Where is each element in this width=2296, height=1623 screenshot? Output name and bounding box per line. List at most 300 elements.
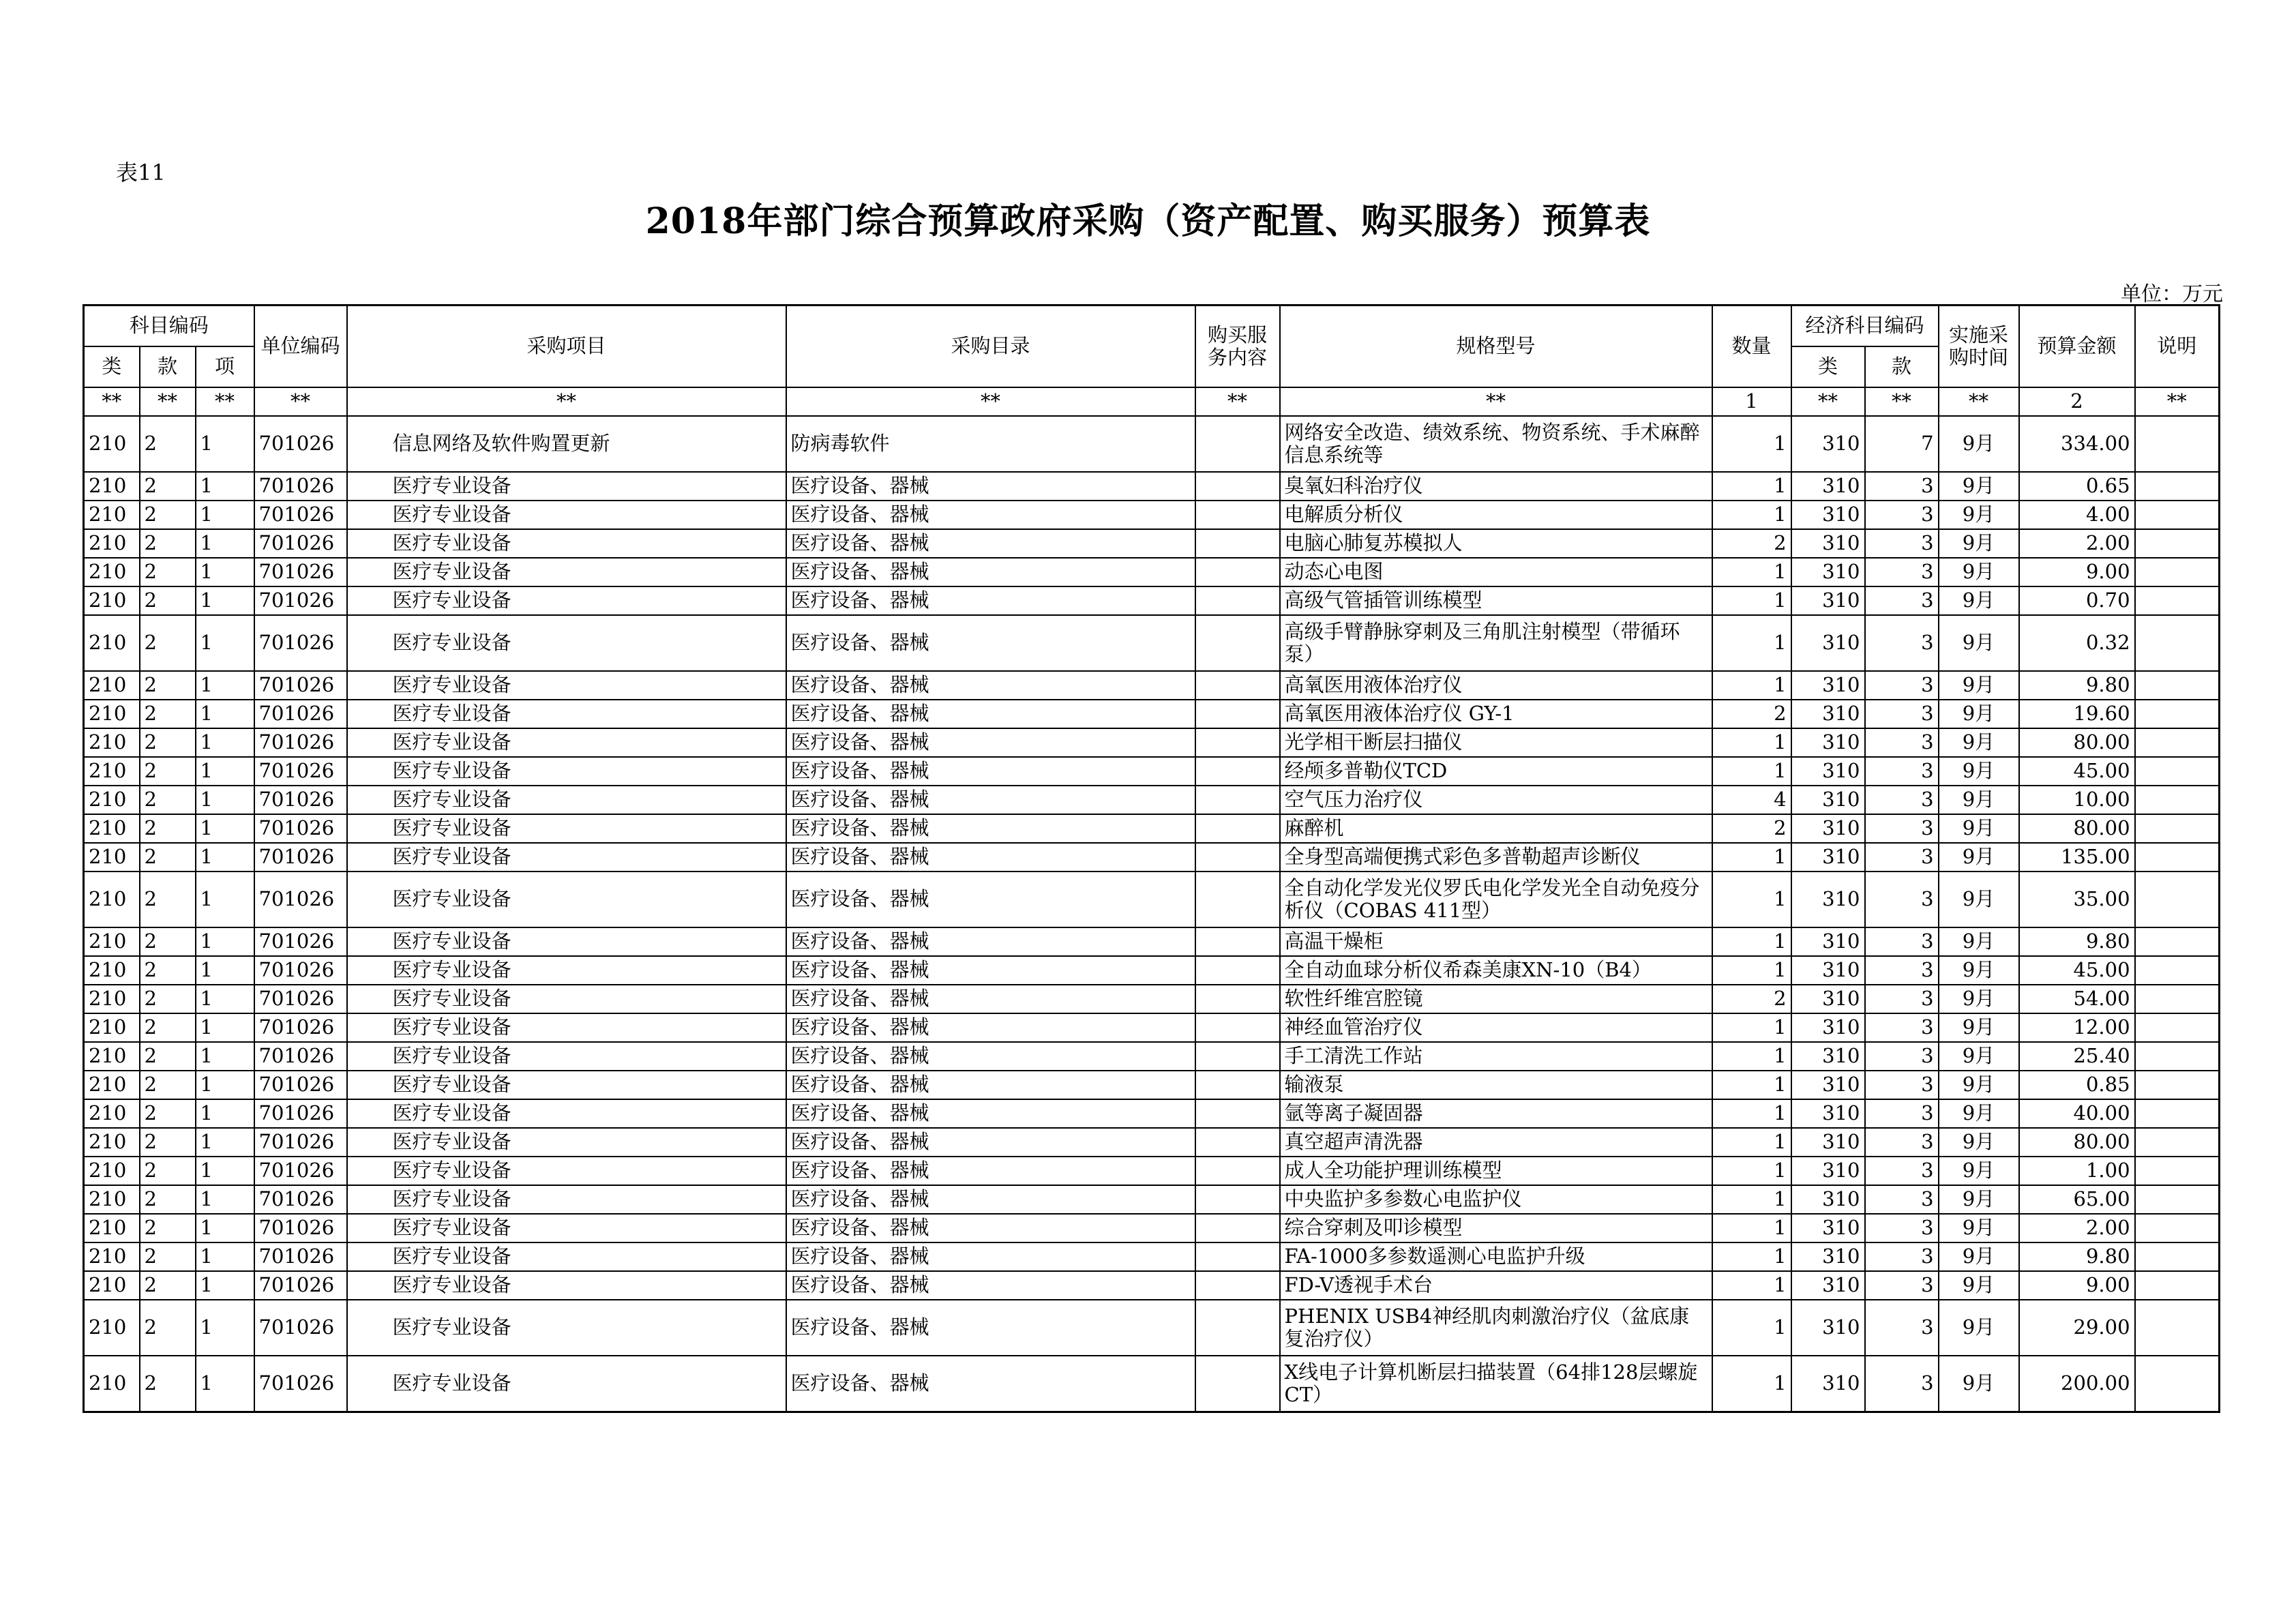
cell-time: 9月 <box>1939 956 2019 985</box>
cell-xiang: 1 <box>196 1013 254 1042</box>
cell-econ-kuan: 3 <box>1865 1042 1939 1071</box>
cell-note <box>2135 416 2220 472</box>
cell-time: 9月 <box>1939 1071 2019 1099</box>
cell-time: 9月 <box>1939 1042 2019 1071</box>
cell-amount: 9.00 <box>2019 1271 2135 1300</box>
cell-service <box>1195 1356 1280 1412</box>
cell-amount: 29.00 <box>2019 1300 2135 1356</box>
cell-qty: 1 <box>1712 1300 1791 1356</box>
cell-project: 医疗专业设备 <box>347 1214 786 1242</box>
cell-lei: 210 <box>84 1071 140 1099</box>
header-catalog: 采购目录 <box>786 306 1195 388</box>
cell-catalog: 医疗设备、器械 <box>786 1185 1195 1214</box>
cell-amount: 0.85 <box>2019 1071 2135 1099</box>
cell-amount: 12.00 <box>2019 1013 2135 1042</box>
cell-xiang: 1 <box>196 529 254 558</box>
cell-econ-kuan: 3 <box>1865 1157 1939 1185</box>
cell-note <box>2135 615 2220 671</box>
cell-unit-code: 701026 <box>254 1099 347 1128</box>
cell-econ-lei: 310 <box>1791 700 1865 728</box>
cell-catalog: 医疗设备、器械 <box>786 700 1195 728</box>
cell-unit-code: 701026 <box>254 558 347 586</box>
cell-qty: 1 <box>1712 1013 1791 1042</box>
cell-project: 医疗专业设备 <box>347 1128 786 1157</box>
index-cell: ** <box>1939 387 2019 416</box>
cell-time: 9月 <box>1939 985 2019 1013</box>
cell-catalog: 医疗设备、器械 <box>786 1356 1195 1412</box>
cell-note <box>2135 1013 2220 1042</box>
cell-note <box>2135 872 2220 927</box>
cell-qty: 1 <box>1712 956 1791 985</box>
cell-time: 9月 <box>1939 615 2019 671</box>
cell-project: 医疗专业设备 <box>347 814 786 843</box>
cell-spec: 麻醉机 <box>1280 814 1712 843</box>
cell-catalog: 医疗设备、器械 <box>786 1013 1195 1042</box>
table-row <box>84 1013 2220 1042</box>
cell-lei: 210 <box>84 814 140 843</box>
table-row <box>84 1271 2220 1300</box>
cell-time: 9月 <box>1939 1271 2019 1300</box>
cell-unit-code: 701026 <box>254 586 347 615</box>
cell-kuan: 2 <box>140 927 196 956</box>
cell-service <box>1195 872 1280 927</box>
cell-xiang: 1 <box>196 1271 254 1300</box>
cell-lei: 210 <box>84 529 140 558</box>
cell-xiang: 1 <box>196 615 254 671</box>
cell-xiang: 1 <box>196 1214 254 1242</box>
cell-econ-kuan: 3 <box>1865 615 1939 671</box>
cell-time: 9月 <box>1939 586 2019 615</box>
table-row <box>84 956 2220 985</box>
cell-catalog: 医疗设备、器械 <box>786 671 1195 700</box>
cell-lei: 210 <box>84 615 140 671</box>
cell-xiang: 1 <box>196 1128 254 1157</box>
table-row <box>84 872 2220 927</box>
cell-econ-lei: 310 <box>1791 1042 1865 1071</box>
cell-qty: 1 <box>1712 757 1791 786</box>
index-cell: ** <box>1791 387 1865 416</box>
cell-catalog: 医疗设备、器械 <box>786 1300 1195 1356</box>
header-econ-lei: 类 <box>1791 346 1865 387</box>
cell-kuan: 2 <box>140 1128 196 1157</box>
cell-spec: 全身型高端便携式彩色多普勒超声诊断仪 <box>1280 843 1712 872</box>
cell-unit-code: 701026 <box>254 814 347 843</box>
cell-project: 医疗专业设备 <box>347 501 786 529</box>
header-econ-kuan: 款 <box>1865 346 1939 387</box>
cell-note <box>2135 786 2220 814</box>
cell-econ-kuan: 3 <box>1865 956 1939 985</box>
cell-unit-code: 701026 <box>254 1128 347 1157</box>
cell-project: 医疗专业设备 <box>347 1185 786 1214</box>
cell-note <box>2135 1271 2220 1300</box>
table-row <box>84 615 2220 671</box>
cell-xiang: 1 <box>196 786 254 814</box>
header-note: 说明 <box>2135 306 2220 388</box>
page-title: 2018年部门综合预算政府采购（资产配置、购买服务）预算表 <box>645 200 1651 242</box>
cell-note <box>2135 671 2220 700</box>
table-row <box>84 1128 2220 1157</box>
table-row <box>84 586 2220 615</box>
cell-unit-code: 701026 <box>254 1042 347 1071</box>
cell-econ-lei: 310 <box>1791 1099 1865 1128</box>
cell-kuan: 2 <box>140 956 196 985</box>
cell-qty: 1 <box>1712 927 1791 956</box>
header-subject-code: 科目编码 <box>84 306 254 347</box>
cell-lei: 210 <box>84 501 140 529</box>
cell-note <box>2135 700 2220 728</box>
cell-time: 9月 <box>1939 671 2019 700</box>
table-row <box>84 814 2220 843</box>
cell-service <box>1195 1042 1280 1071</box>
cell-time: 9月 <box>1939 1185 2019 1214</box>
header-project: 采购项目 <box>347 306 786 388</box>
cell-time: 9月 <box>1939 700 2019 728</box>
cell-qty: 2 <box>1712 985 1791 1013</box>
cell-qty: 1 <box>1712 615 1791 671</box>
cell-lei: 210 <box>84 1185 140 1214</box>
cell-time: 9月 <box>1939 728 2019 757</box>
cell-econ-kuan: 3 <box>1865 671 1939 700</box>
cell-project: 医疗专业设备 <box>347 1242 786 1271</box>
index-cell: ** <box>140 387 196 416</box>
cell-unit-code: 701026 <box>254 529 347 558</box>
index-cell: ** <box>1280 387 1712 416</box>
cell-xiang: 1 <box>196 757 254 786</box>
cell-amount: 45.00 <box>2019 757 2135 786</box>
cell-spec: 输液泵 <box>1280 1071 1712 1099</box>
cell-spec: 氩等离子凝固器 <box>1280 1099 1712 1128</box>
cell-amount: 40.00 <box>2019 1099 2135 1128</box>
cell-xiang: 1 <box>196 956 254 985</box>
cell-lei: 210 <box>84 1013 140 1042</box>
cell-econ-kuan: 3 <box>1865 1214 1939 1242</box>
cell-project: 医疗专业设备 <box>347 558 786 586</box>
header-service: 购买服务内容 <box>1195 306 1280 388</box>
cell-service <box>1195 586 1280 615</box>
cell-xiang: 1 <box>196 671 254 700</box>
cell-qty: 1 <box>1712 1271 1791 1300</box>
cell-kuan: 2 <box>140 1214 196 1242</box>
cell-unit-code: 701026 <box>254 1242 347 1271</box>
index-cell: ** <box>196 387 254 416</box>
cell-xiang: 1 <box>196 472 254 501</box>
cell-lei: 210 <box>84 558 140 586</box>
cell-kuan: 2 <box>140 1271 196 1300</box>
cell-service <box>1195 728 1280 757</box>
cell-time: 9月 <box>1939 1300 2019 1356</box>
cell-project: 医疗专业设备 <box>347 728 786 757</box>
cell-catalog: 医疗设备、器械 <box>786 985 1195 1013</box>
cell-project: 医疗专业设备 <box>347 472 786 501</box>
cell-unit-code: 701026 <box>254 985 347 1013</box>
cell-qty: 1 <box>1712 1099 1791 1128</box>
table-row <box>84 843 2220 872</box>
cell-econ-lei: 310 <box>1791 786 1865 814</box>
cell-lei: 210 <box>84 1271 140 1300</box>
cell-project: 信息网络及软件购置更新 <box>347 416 786 472</box>
cell-econ-lei: 310 <box>1791 1128 1865 1157</box>
cell-kuan: 2 <box>140 1185 196 1214</box>
cell-unit-code: 701026 <box>254 1071 347 1099</box>
cell-econ-lei: 310 <box>1791 529 1865 558</box>
cell-lei: 210 <box>84 1128 140 1157</box>
cell-unit-code: 701026 <box>254 872 347 927</box>
cell-kuan: 2 <box>140 985 196 1013</box>
cell-service <box>1195 671 1280 700</box>
table-row <box>84 757 2220 786</box>
table-row <box>84 416 2220 472</box>
header-lei: 类 <box>84 346 140 387</box>
cell-catalog: 医疗设备、器械 <box>786 615 1195 671</box>
cell-time: 9月 <box>1939 416 2019 472</box>
cell-xiang: 1 <box>196 1099 254 1128</box>
cell-note <box>2135 1242 2220 1271</box>
cell-catalog: 医疗设备、器械 <box>786 786 1195 814</box>
cell-amount: 135.00 <box>2019 843 2135 872</box>
table-row <box>84 671 2220 700</box>
cell-lei: 210 <box>84 872 140 927</box>
cell-econ-lei: 310 <box>1791 872 1865 927</box>
header-unit-code: 单位编码 <box>254 306 347 388</box>
cell-econ-lei: 310 <box>1791 586 1865 615</box>
cell-unit-code: 701026 <box>254 927 347 956</box>
cell-qty: 1 <box>1712 586 1791 615</box>
cell-note <box>2135 1071 2220 1099</box>
cell-econ-lei: 310 <box>1791 416 1865 472</box>
cell-service <box>1195 1128 1280 1157</box>
cell-qty: 1 <box>1712 1214 1791 1242</box>
cell-econ-kuan: 3 <box>1865 1013 1939 1042</box>
cell-catalog: 医疗设备、器械 <box>786 586 1195 615</box>
cell-note <box>2135 1099 2220 1128</box>
cell-service <box>1195 814 1280 843</box>
cell-catalog: 医疗设备、器械 <box>786 1214 1195 1242</box>
cell-qty: 1 <box>1712 558 1791 586</box>
cell-amount: 0.70 <box>2019 586 2135 615</box>
budget-table <box>83 304 2220 1413</box>
cell-econ-kuan: 3 <box>1865 1356 1939 1412</box>
cell-time: 9月 <box>1939 1099 2019 1128</box>
table-row <box>84 728 2220 757</box>
table-row <box>84 1300 2220 1356</box>
cell-amount: 334.00 <box>2019 416 2135 472</box>
cell-econ-lei: 310 <box>1791 671 1865 700</box>
table-row <box>84 927 2220 956</box>
cell-lei: 210 <box>84 728 140 757</box>
cell-service <box>1195 786 1280 814</box>
cell-unit-code: 701026 <box>254 1214 347 1242</box>
cell-service <box>1195 501 1280 529</box>
cell-amount: 200.00 <box>2019 1356 2135 1412</box>
cell-project: 医疗专业设备 <box>347 786 786 814</box>
cell-econ-lei: 310 <box>1791 501 1865 529</box>
cell-spec: FD-V透视手术台 <box>1280 1271 1712 1300</box>
cell-note <box>2135 586 2220 615</box>
cell-service <box>1195 985 1280 1013</box>
cell-econ-lei: 310 <box>1791 1071 1865 1099</box>
header-spec: 规格型号 <box>1280 306 1712 388</box>
cell-amount: 9.80 <box>2019 671 2135 700</box>
cell-kuan: 2 <box>140 757 196 786</box>
cell-project: 医疗专业设备 <box>347 927 786 956</box>
cell-kuan: 2 <box>140 1300 196 1356</box>
cell-econ-kuan: 3 <box>1865 1071 1939 1099</box>
cell-lei: 210 <box>84 927 140 956</box>
cell-time: 9月 <box>1939 558 2019 586</box>
cell-econ-kuan: 3 <box>1865 985 1939 1013</box>
cell-service <box>1195 1271 1280 1300</box>
table-row <box>84 1099 2220 1128</box>
cell-time: 9月 <box>1939 872 2019 927</box>
cell-project: 医疗专业设备 <box>347 757 786 786</box>
table-row <box>84 558 2220 586</box>
cell-amount: 80.00 <box>2019 814 2135 843</box>
cell-xiang: 1 <box>196 558 254 586</box>
cell-spec: 空气压力治疗仪 <box>1280 786 1712 814</box>
cell-spec: 经颅多普勒仪TCD <box>1280 757 1712 786</box>
table-row <box>84 1071 2220 1099</box>
cell-unit-code: 701026 <box>254 728 347 757</box>
cell-note <box>2135 1356 2220 1412</box>
cell-project: 医疗专业设备 <box>347 872 786 927</box>
cell-spec: 电解质分析仪 <box>1280 501 1712 529</box>
cell-xiang: 1 <box>196 1356 254 1412</box>
cell-lei: 210 <box>84 472 140 501</box>
cell-econ-lei: 310 <box>1791 985 1865 1013</box>
cell-xiang: 1 <box>196 927 254 956</box>
cell-econ-kuan: 3 <box>1865 1128 1939 1157</box>
cell-qty: 2 <box>1712 529 1791 558</box>
cell-service <box>1195 1242 1280 1271</box>
table-number: 表11 <box>116 160 166 185</box>
cell-qty: 1 <box>1712 1042 1791 1071</box>
cell-amount: 65.00 <box>2019 1185 2135 1214</box>
index-row <box>84 387 2220 416</box>
cell-unit-code: 701026 <box>254 472 347 501</box>
cell-amount: 4.00 <box>2019 501 2135 529</box>
cell-xiang: 1 <box>196 1242 254 1271</box>
cell-econ-kuan: 7 <box>1865 416 1939 472</box>
cell-econ-lei: 310 <box>1791 558 1865 586</box>
cell-catalog: 医疗设备、器械 <box>786 1099 1195 1128</box>
cell-catalog: 医疗设备、器械 <box>786 1157 1195 1185</box>
cell-lei: 210 <box>84 700 140 728</box>
cell-catalog: 医疗设备、器械 <box>786 1271 1195 1300</box>
cell-unit-code: 701026 <box>254 757 347 786</box>
cell-spec: 全自动化学发光仪罗氏电化学发光全自动免疫分析仪（COBAS 411型） <box>1280 872 1712 927</box>
cell-lei: 210 <box>84 1300 140 1356</box>
cell-spec: 高级手臂静脉穿刺及三角肌注射模型（带循环泵） <box>1280 615 1712 671</box>
cell-unit-code: 701026 <box>254 843 347 872</box>
cell-time: 9月 <box>1939 786 2019 814</box>
cell-time: 9月 <box>1939 843 2019 872</box>
cell-catalog: 医疗设备、器械 <box>786 843 1195 872</box>
header-time: 实施采购时间 <box>1939 306 2019 388</box>
cell-xiang: 1 <box>196 872 254 927</box>
cell-service <box>1195 529 1280 558</box>
cell-xiang: 1 <box>196 843 254 872</box>
cell-note <box>2135 1300 2220 1356</box>
cell-xiang: 1 <box>196 1300 254 1356</box>
cell-spec: 臭氧妇科治疗仪 <box>1280 472 1712 501</box>
cell-lei: 210 <box>84 757 140 786</box>
unit-label: 单位：万元 <box>2121 282 2223 306</box>
cell-lei: 210 <box>84 1214 140 1242</box>
cell-econ-lei: 310 <box>1791 927 1865 956</box>
cell-note <box>2135 501 2220 529</box>
cell-qty: 1 <box>1712 1185 1791 1214</box>
cell-amount: 10.00 <box>2019 786 2135 814</box>
cell-econ-kuan: 3 <box>1865 1185 1939 1214</box>
cell-service <box>1195 558 1280 586</box>
cell-lei: 210 <box>84 671 140 700</box>
cell-spec: FA-1000多参数遥测心电监护升级 <box>1280 1242 1712 1271</box>
cell-service <box>1195 1099 1280 1128</box>
cell-project: 医疗专业设备 <box>347 985 786 1013</box>
cell-catalog: 医疗设备、器械 <box>786 1042 1195 1071</box>
cell-unit-code: 701026 <box>254 700 347 728</box>
cell-kuan: 2 <box>140 671 196 700</box>
index-cell: ** <box>254 387 347 416</box>
cell-lei: 210 <box>84 786 140 814</box>
cell-lei: 210 <box>84 1242 140 1271</box>
table-row <box>84 1214 2220 1242</box>
cell-kuan: 2 <box>140 416 196 472</box>
cell-catalog: 医疗设备、器械 <box>786 472 1195 501</box>
cell-time: 9月 <box>1939 1013 2019 1042</box>
header-amount: 预算金额 <box>2019 306 2135 388</box>
cell-project: 医疗专业设备 <box>347 586 786 615</box>
cell-econ-lei: 310 <box>1791 472 1865 501</box>
cell-econ-lei: 310 <box>1791 615 1865 671</box>
cell-service <box>1195 700 1280 728</box>
cell-spec: PHENIX USB4神经肌肉刺激治疗仪（盆底康复治疗仪） <box>1280 1300 1712 1356</box>
cell-spec: X线电子计算机断层扫描装置（64排128层螺旋CT） <box>1280 1356 1712 1412</box>
cell-time: 9月 <box>1939 1128 2019 1157</box>
cell-time: 9月 <box>1939 501 2019 529</box>
cell-note <box>2135 956 2220 985</box>
table-row <box>84 1157 2220 1185</box>
cell-qty: 1 <box>1712 671 1791 700</box>
cell-spec: 高氧医用液体治疗仪 GY-1 <box>1280 700 1712 728</box>
cell-project: 医疗专业设备 <box>347 1071 786 1099</box>
cell-econ-lei: 310 <box>1791 814 1865 843</box>
cell-amount: 54.00 <box>2019 985 2135 1013</box>
cell-service <box>1195 1185 1280 1214</box>
cell-unit-code: 701026 <box>254 1271 347 1300</box>
cell-kuan: 2 <box>140 872 196 927</box>
cell-service <box>1195 1013 1280 1042</box>
cell-unit-code: 701026 <box>254 615 347 671</box>
cell-catalog: 医疗设备、器械 <box>786 501 1195 529</box>
cell-kuan: 2 <box>140 843 196 872</box>
cell-catalog: 医疗设备、器械 <box>786 872 1195 927</box>
cell-spec: 真空超声清洗器 <box>1280 1128 1712 1157</box>
cell-econ-kuan: 3 <box>1865 586 1939 615</box>
cell-unit-code: 701026 <box>254 1185 347 1214</box>
cell-time: 9月 <box>1939 472 2019 501</box>
cell-service <box>1195 472 1280 501</box>
cell-econ-lei: 310 <box>1791 1356 1865 1412</box>
cell-time: 9月 <box>1939 529 2019 558</box>
cell-project: 医疗专业设备 <box>347 843 786 872</box>
cell-time: 9月 <box>1939 814 2019 843</box>
cell-xiang: 1 <box>196 728 254 757</box>
cell-unit-code: 701026 <box>254 501 347 529</box>
cell-econ-kuan: 3 <box>1865 872 1939 927</box>
cell-catalog: 防病毒软件 <box>786 416 1195 472</box>
cell-note <box>2135 1042 2220 1071</box>
